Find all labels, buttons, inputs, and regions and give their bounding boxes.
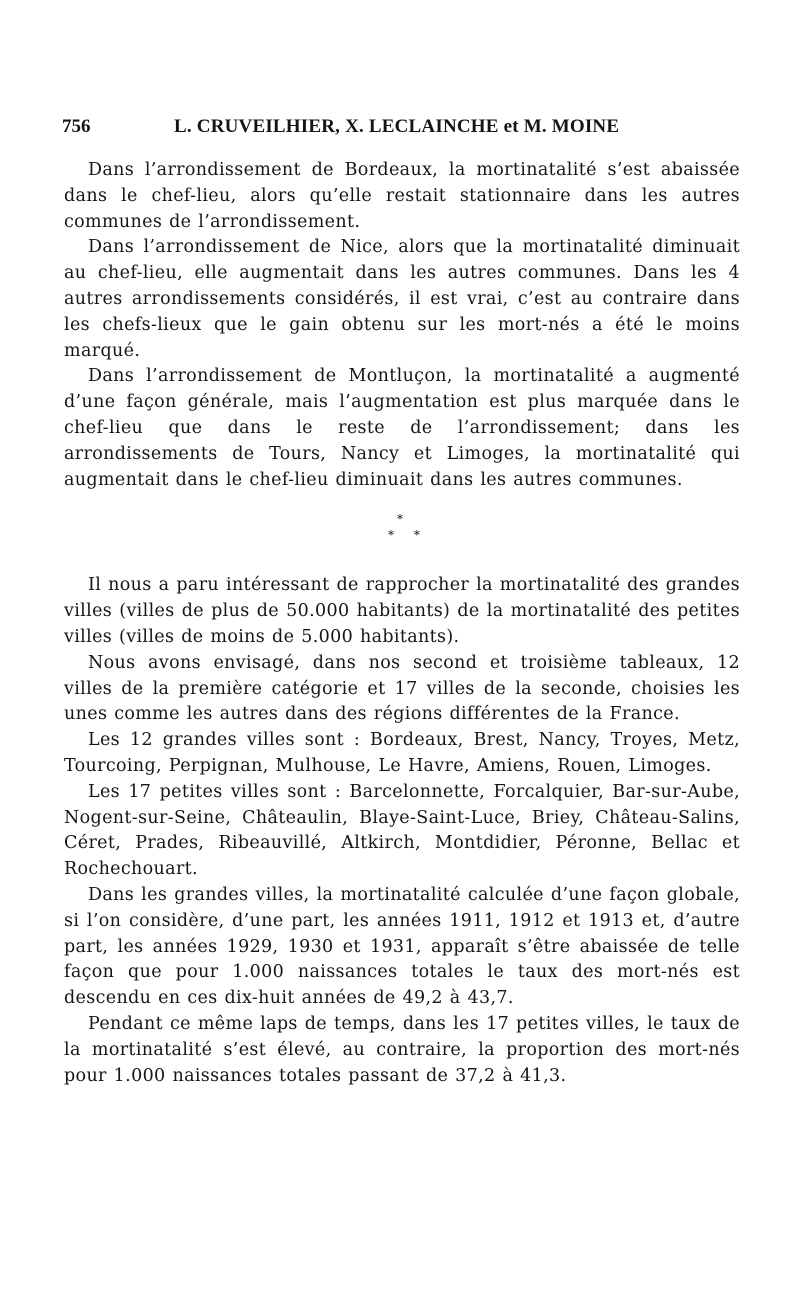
section-villes [64, 573, 740, 1089]
paragraph-taux-petites-villes: Pendant ce même laps de temps, dans les 17 petites villes, le taux de la mortinatalité s’est élevé, au contraire, la proportion des mort-nés pour 1.000 naissances totales passant de 37,2 à 41,3. [64, 1013, 740, 1086]
body-text [64, 158, 740, 1089]
paragraph-petites-villes: Les 17 petites villes sont : Barcelonnette, Forcalquier, Bar-sur-Aube, Nogent-sur-Seine, Châteaulin, Blaye-Saint-Luce, Briey, Château-Salins, Céret, Prades, Ribeauvillé, Altkirch, Montdidier, Péronne, Bellac et Rochechouart. [64, 781, 740, 880]
paragraph-intro-villes: Il nous a paru intéressant de rapprocher la mortinatalité des grandes villes (villes de plus de 50.000 habitants) de la mortinatalité des petites villes (villes de moins de 5.000 habitants). [64, 575, 740, 647]
paragraph-bordeaux: Dans l’arrondissement de Bordeaux, la mortinatalité s’est abaissée dans le chef-lieu, alors qu’elle restait stationnaire dans les autres communes de l’arrondissement. [64, 160, 740, 232]
paragraph-taux-grandes-villes: Dans les grandes villes, la mortinatalité calculée d’une façon globale, si l’on considère, d’une part, les années 1911, 1912 et 1913 et, d’autre part, les années 1929, 1930 et 1931, apparaît s’être abaissée de telle façon que pour 1.000 naissances totales le taux des mort-nés est descendu en ces dix-huit années de 49,2 à 43,7. [64, 884, 740, 1009]
paragraph-tableaux: Nous avons envisagé, dans nos second et troisième tableaux, 12 villes de la première catégorie et 17 villes de la seconde, choisies les unes comme les autres dans des régions différentes de la France. [64, 652, 740, 725]
page-header [62, 116, 742, 144]
asterism-bottom: * * [388, 528, 428, 543]
paragraph-montlucon: Dans l’arrondissement de Montluçon, la mortinatalité a augmenté d’une façon générale, mais l’augmentation est plus marquée dans le chef-lieu que dans le reste de l’arrondissement; dans les arrondissements de Tours, Nancy et Limoges, la mortinatalité qui augmentait dans le chef-lieu diminuait dans les autres communes. [64, 366, 740, 490]
running-head: L. CRUVEILHIER, X. LECLAINCHE et M. MOINE [174, 116, 620, 137]
page-number: 756 [62, 116, 91, 137]
paragraph-grandes-villes: Les 12 grandes villes sont : Bordeaux, Brest, Nancy, Troyes, Metz, Tourcoing, Perpignan, Mulhouse, Le Havre, Amiens, Rouen, Limoges. [64, 730, 740, 776]
paragraph-nice: Dans l’arrondissement de Nice, alors que la mortinatalité diminuait au chef-lieu, elle augmentait dans les autres communes. Dans les 4 autres arrondissements considérés, il est vrai, c’est au contraire dans les chefs-lieux que le gain obtenu sur les mort-nés a été le moins marqué. [64, 237, 740, 361]
section-asterism [64, 493, 740, 569]
asterism-top: * [397, 512, 403, 527]
